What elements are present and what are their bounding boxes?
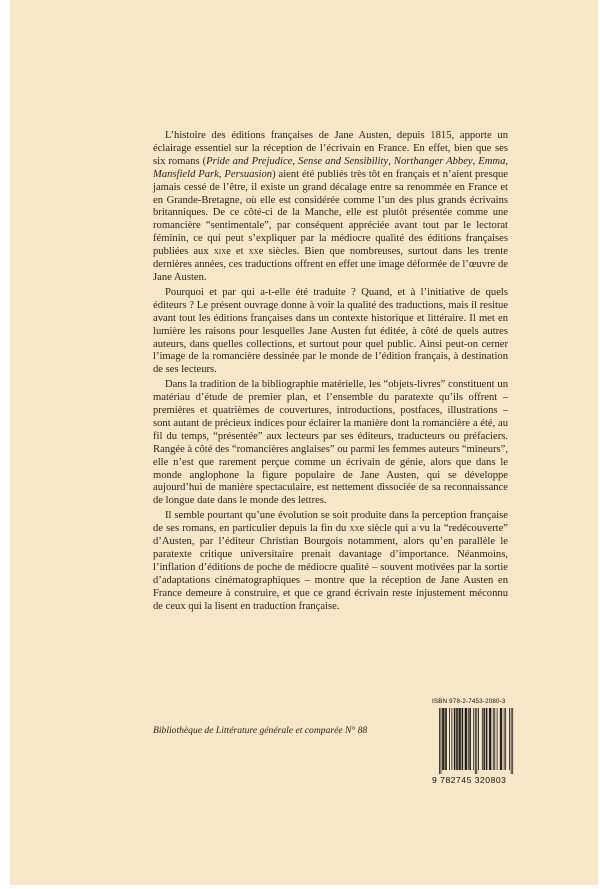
barcode-bar <box>504 708 505 770</box>
barcode-image <box>432 708 514 774</box>
text-run: L’histoire des éditions françaises de Jane Austen, depuis 1815, apporte un éclairage essentiel sur la réception de l’écrivain en France. En effet, bien que ses six romans ( <box>153 130 508 167</box>
barcode-bar <box>500 708 501 770</box>
collection-line: Bibliothèque de Littérature générale et comparée N° 88 <box>153 725 368 736</box>
barcode-bar <box>475 708 476 774</box>
barcode-bar <box>501 708 502 770</box>
barcode-bar <box>445 708 446 770</box>
barcode-bar <box>512 708 513 774</box>
barcode-bar <box>446 708 447 770</box>
barcode-bar <box>454 708 455 770</box>
isbn-barcode-block <box>432 698 514 794</box>
barcode-bar <box>451 708 452 770</box>
text-run: Dans la tradition de la bibliographie matérielle, les “objets-livres” constituent un matériau d’étude de premier plan, et l’ensemble du paratexte qu’ils offrent – premières et quatrièmes de couvertures, introductions, postfaces, illustrations – sont autant de précieux indices pour éclairer la manière dont la romancière a été, au fil du temps, “présentée” aux lecteurs par ses éditeurs, traducteurs ou préfaciers. Rangée à côté des “romancières anglaises” ou parmi les femmes auteurs “mineurs”, elle n’est que rarement perçue comme un écrivain de génie, alors que dans le monde anglophone la figure populaire de Jane Austen, qui se développe aujourd’hui de manière spectaculaire, est nettement dissociée de sa reconnaissance de longue date dans le monde des lettres. <box>153 379 508 507</box>
barcode-bar <box>505 708 506 770</box>
barcode-bar <box>466 708 467 770</box>
barcode-bar <box>439 708 440 774</box>
novel-title: Mansfield Park <box>153 168 219 180</box>
barcode-bar <box>462 708 463 770</box>
barcode-bar <box>449 708 450 770</box>
isbn-label: ISBN 978-2-7453-2080-3 <box>432 698 506 705</box>
blurb-paragraph <box>153 379 508 508</box>
century-numeral: xx <box>349 523 360 535</box>
barcode-bar <box>483 708 484 770</box>
barcode-bar <box>487 708 488 770</box>
text-run: e et <box>226 246 249 258</box>
barcode-bar <box>476 708 477 774</box>
text-run: , <box>218 168 225 180</box>
barcode-bar <box>484 708 485 770</box>
text-run: Il semble pourtant qu’une évolution se soit produite dans la perception française de ses romans, en particulier depuis la fin du <box>153 510 508 535</box>
barcode-bar <box>473 708 474 770</box>
barcode-bar <box>494 708 495 770</box>
barcode-bar <box>470 708 471 770</box>
barcode-bar <box>478 708 479 770</box>
text-run: , <box>388 155 394 167</box>
blurb-text <box>153 130 508 616</box>
barcode-bar <box>489 708 490 770</box>
barcode-bar <box>469 708 470 770</box>
barcode-bar <box>501 708 502 770</box>
barcode-bar <box>490 708 491 770</box>
novel-title: Northanger Abbey <box>393 155 473 167</box>
barcode-bar <box>466 708 467 770</box>
barcode-bar <box>459 708 460 770</box>
barcode-bar <box>455 708 456 770</box>
barcode-bar <box>456 708 457 770</box>
barcode-bar <box>509 708 510 770</box>
blurb-paragraph <box>153 510 508 613</box>
barcode-bar <box>468 708 469 770</box>
barcode-digits: 9 782745 320803 <box>432 775 507 785</box>
barcode-bar <box>442 708 443 770</box>
century-numeral: xx <box>248 246 259 258</box>
novel-title: Emma <box>478 155 506 167</box>
barcode-bar <box>462 708 463 770</box>
text-run: , <box>505 155 509 167</box>
barcode-bar <box>493 708 494 770</box>
novel-title: Sense and Sensibility <box>298 155 389 167</box>
text-run: e siècles. Bien que nombreuses, surtout dans les trente dernières années, ces traductions offrent en effet une image déformée de l’œuvre de Jane Austen. <box>153 246 508 283</box>
novel-title: Pride and Prejudice <box>206 155 293 167</box>
barcode-bar <box>441 708 442 774</box>
barcode-bar <box>444 708 445 770</box>
text-run: Pourquoi et par qui a-t-elle été traduite ? Quand, et à l’initiative de quels éditeurs ? Le présent ouvrage donne à voir la qualité des traductions, mais il resitue avant tout les éditions françaises dans un contexte historique et littéraire. Il met en lumière les raisons pour lesquelles Jane Austen fut éditée, à côté de quels autres auteurs, dans quelles collections, et surtout pour quel public. Ainsi peut-on cerner l’image de la romancière dessinée par le monde de l’édition français, à destination de ses lecteurs. <box>153 286 508 376</box>
barcode-bar <box>465 708 466 770</box>
text-run: e siècle qui a vu la “redécouverte” d’Austen, par l’éditeur Christian Bourgois notamment, alors qu’en parallèle le paratexte critique universitaire prenait davantage d’importance. Néanmoins, l’inflation d’éditions de poche de médiocre qualité – souvent motivées par la sortie d’adaptations cinématographiques – montre que la réception de Jane Austen en France demeure à construire, et que ce grand écrivain reste injustement méconnu de ceux qui la lisent en traduction française. <box>153 523 509 612</box>
text-run: , <box>292 155 299 167</box>
text-run: , <box>472 155 479 167</box>
barcode-bar <box>443 708 444 770</box>
blurb-paragraph <box>153 287 508 377</box>
barcode-bar <box>497 708 498 770</box>
barcode-bar <box>482 708 483 770</box>
blurb-paragraph <box>153 130 508 285</box>
novel-title: Persuasion <box>224 168 273 180</box>
barcode-bar <box>490 708 491 770</box>
century-numeral: xix <box>213 246 227 258</box>
barcode-bar <box>486 708 487 770</box>
barcode-bar <box>511 708 512 774</box>
barcode-bar <box>460 708 461 770</box>
barcode-bar <box>457 708 458 770</box>
barcode-bar <box>459 708 460 770</box>
text-run: ) aient été publiés très tôt en français et n’aient presque jamais cessé de l’être, il existe un grand décalage entre sa renommée en France et en Grande-Bretagne, où elle est considérée comme l’un des plus grands écrivains britanniques. De ce côté-ci de la Manche, elle est plutôt présentée comme une romancière “sentimentale”, par conséquent appréciée avant tout par le lectorat féminin, ce qui peut s’expliquer par la médiocre qualité des éditions françaises publiées aux <box>153 168 509 258</box>
